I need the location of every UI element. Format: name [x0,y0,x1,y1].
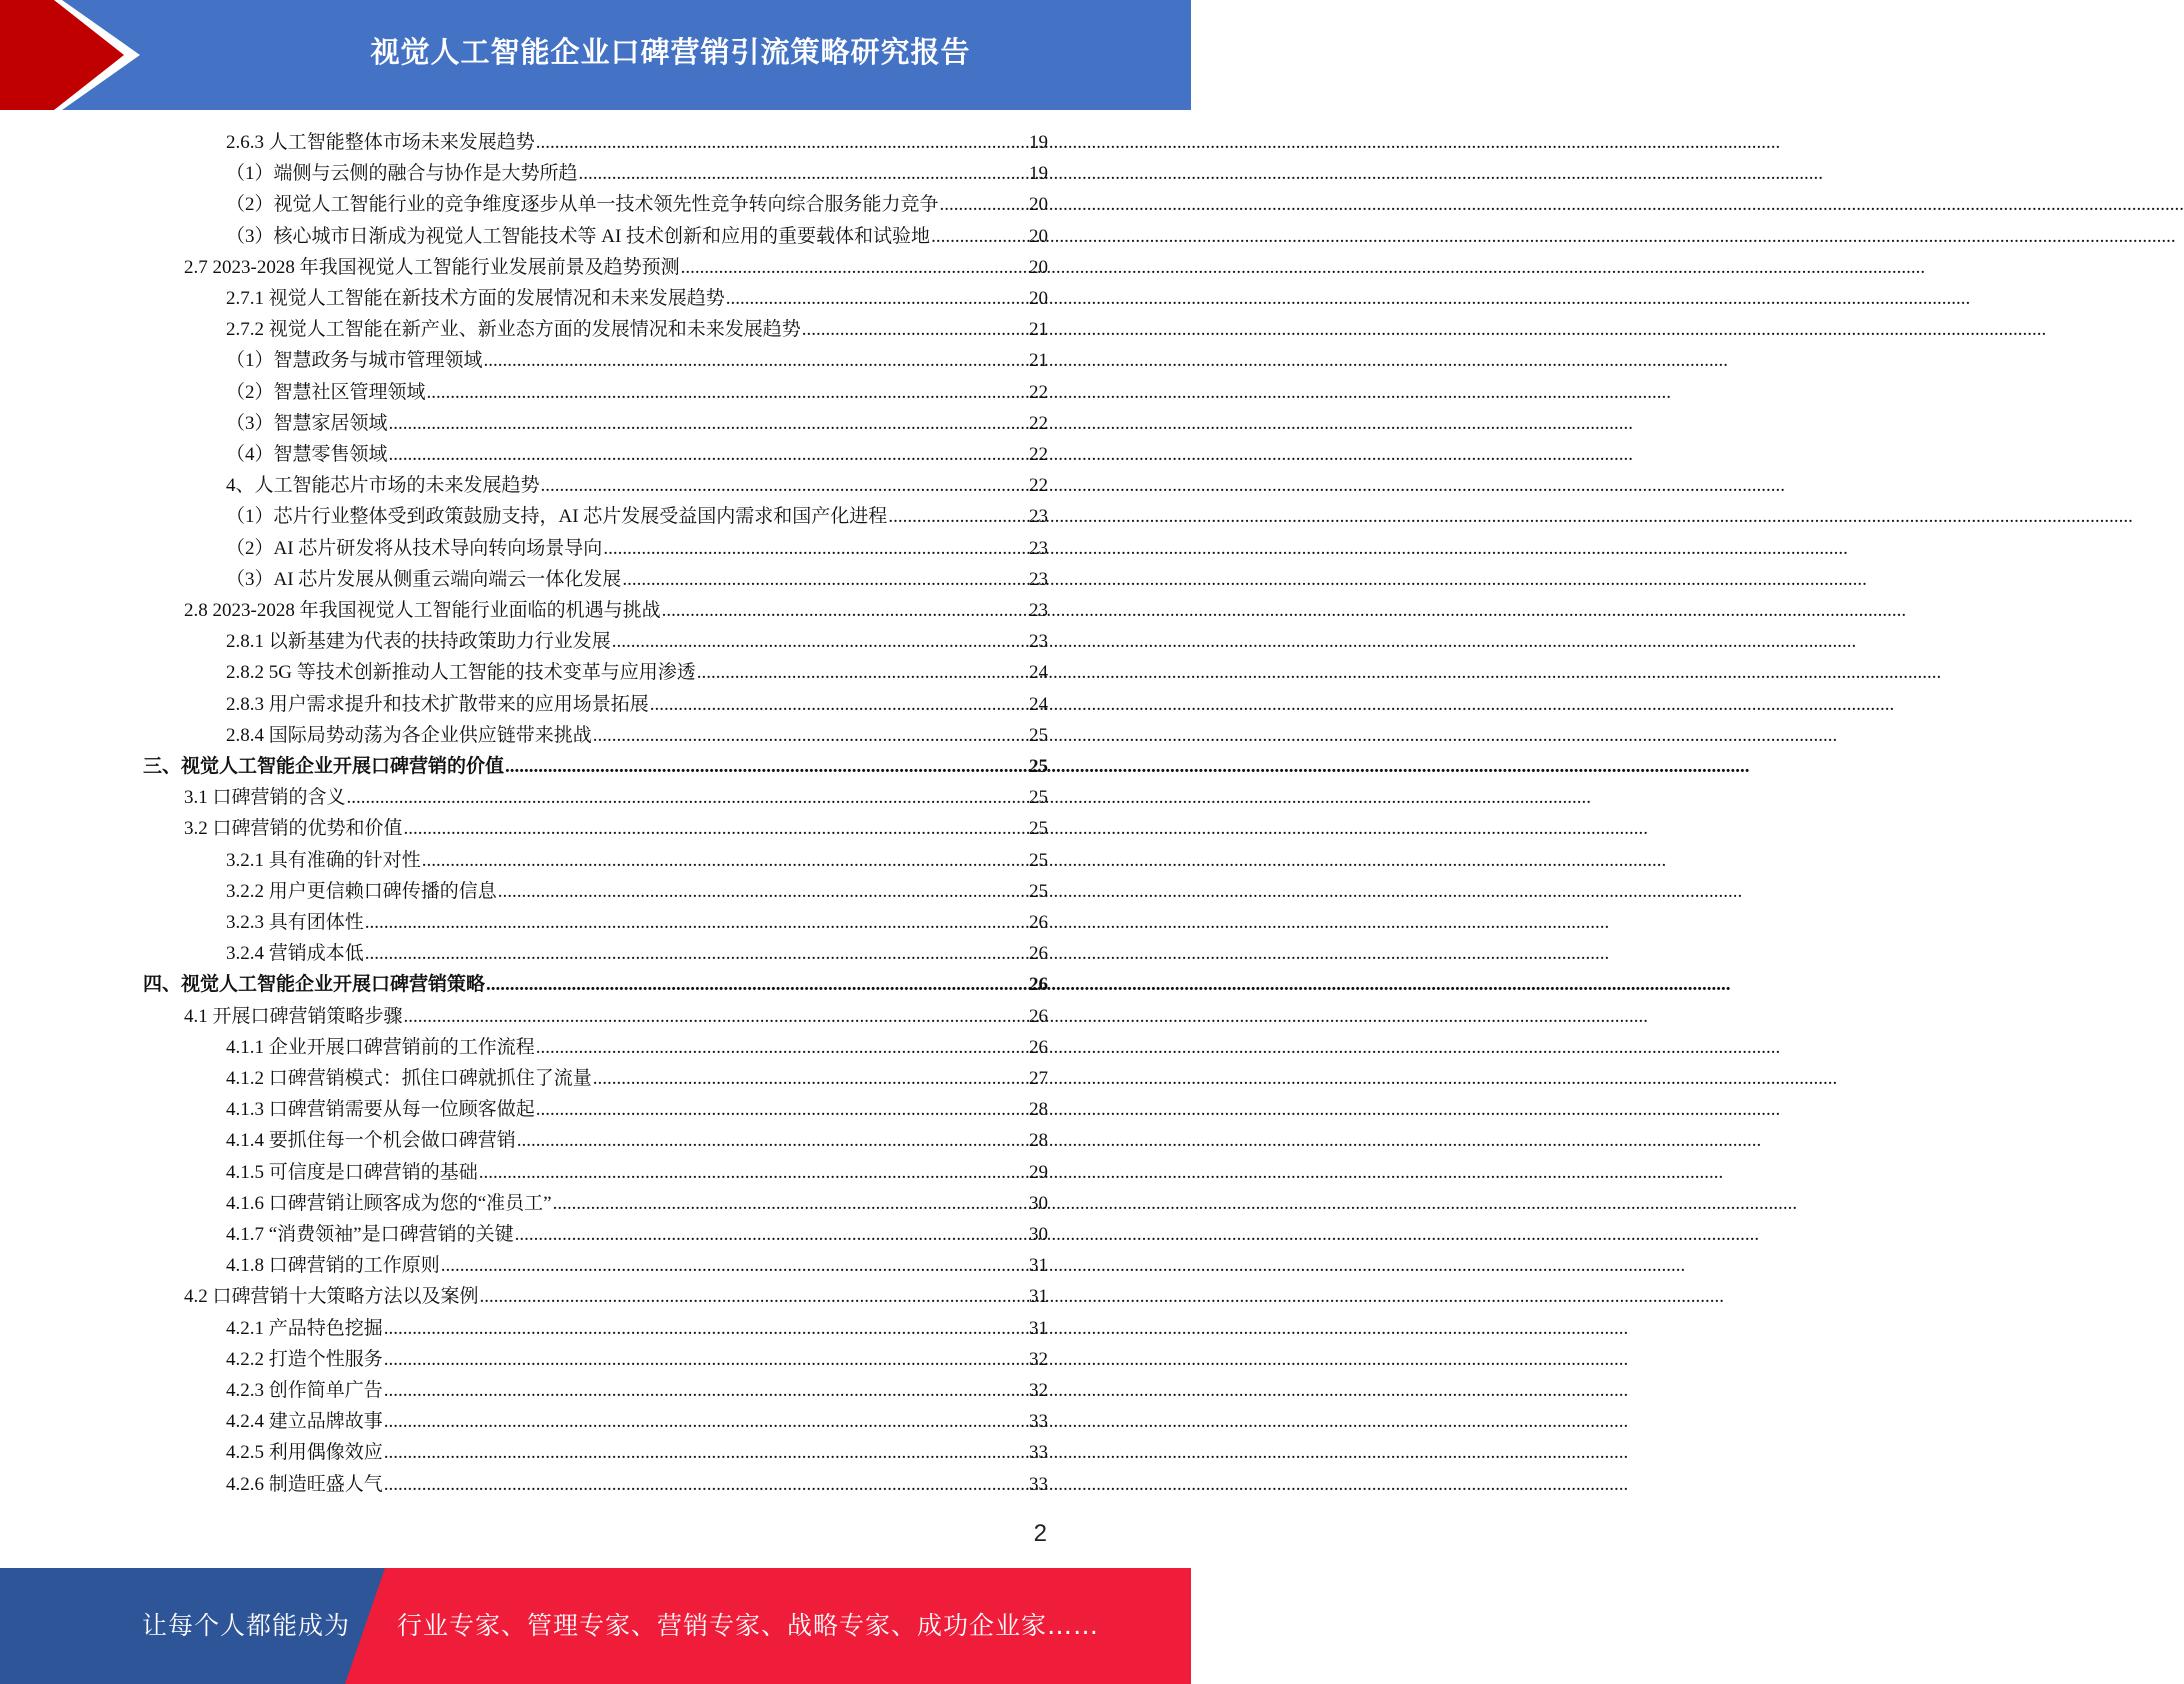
toc-entry-page: 31 [1029,1255,1048,1277]
toc-entry-page: 26 [1029,974,1048,996]
toc-entry-page: 21 [1029,319,1048,341]
toc-entry-title: 4、人工智能芯片市场的未来发展趋势 [226,475,540,497]
toc-entry[interactable] [184,1281,1048,1312]
toc-dot-leader [931,221,1028,252]
toc-entry[interactable] [226,1313,1048,1344]
toc-dot-leader [515,1219,1028,1250]
toc-entry-title: 3.2.3 具有团体性 [226,912,364,933]
toc-dot-leader [536,127,1028,158]
toc-entry-page: 24 [1029,662,1048,684]
toc-entry-title: 4.2.5 利用偶像效应 [226,1442,383,1464]
toc-entry-page: 25 [1029,818,1048,840]
toc-entry-title: （3）智慧家居领域 [226,412,388,434]
toc-entry-title: 3.2.1 具有准确的针对性 [226,849,421,871]
toc-entry[interactable] [226,1344,1048,1375]
toc-dot-leader [484,345,1028,376]
toc-entry-page: 23 [1029,631,1048,653]
toc-entry-page: 33 [1029,1442,1048,1464]
toc-dot-leader [802,314,1028,345]
toc-entry-title: 2.7.2 视觉人工智能在新产业、新业态方面的发展情况和未来发展趋势 [226,319,801,341]
toc-entry-title: 4.1.4 要抓住每一个机会做口碑营销 [226,1130,516,1152]
toc-entry-page: 19 [1029,132,1048,153]
toc-entry[interactable] [226,1406,1048,1437]
toc-dot-leader [541,470,1028,501]
toc-entry-page: 32 [1029,1380,1048,1401]
toc-entry[interactable] [226,1437,1048,1468]
toc-entry-title: 4.2.1 产品特色挖掘 [226,1317,383,1339]
toc-entry[interactable] [226,1063,1048,1094]
toc-entry[interactable] [184,1001,1048,1032]
toc-dot-leader [888,501,1028,532]
toc-entry[interactable] [226,1188,1048,1219]
toc-entry-title: 2.6.3 人工智能整体市场未来发展趋势 [226,132,535,153]
toc-entry[interactable] [226,501,1048,532]
toc-dot-leader [486,969,1028,1000]
toc-entry[interactable] [226,657,1048,688]
toc-entry-page: 25 [1029,849,1048,871]
toc-entry-title: 2.8.4 国际局势动荡为各企业供应链带来挑战 [226,724,592,746]
toc-entry[interactable] [184,782,1048,813]
toc-entry-page: 28 [1029,1130,1048,1152]
toc-entry-title: 4.1.2 口碑营销模式：抓住口碑就抓住了流量 [226,1068,592,1089]
toc-entry-page: 20 [1029,194,1048,216]
toc-entry[interactable] [143,969,1048,1000]
page-number: 2 [1033,1520,1047,1547]
toc-entry-page: 27 [1029,1068,1048,1089]
toc-entry-page: 20 [1029,256,1048,278]
toc-dot-leader [389,439,1028,470]
toc-dot-leader [384,1437,1028,1468]
toc-entry[interactable] [226,845,1048,876]
toc-entry[interactable] [226,876,1048,907]
toc-dot-leader [517,1125,1028,1156]
page-footer [0,1568,1191,1684]
toc-entry[interactable] [226,470,1048,501]
toc-dot-leader [384,1313,1028,1344]
toc-entry-page: 26 [1029,1036,1048,1058]
report-title: 视觉人工智能企业口碑营销引流策略研究报告 [370,34,971,69]
toc-entry-title: （2）AI 芯片研发将从技术导向转向场景导向 [226,537,603,559]
toc-entry-title: 3.2.2 用户更信赖口碑传播的信息 [226,880,497,902]
toc-entry-page: 25 [1029,880,1048,902]
toc-entry-title: （3）AI 芯片发展从侧重云端向端云一体化发展 [226,568,622,590]
toc-entry-title: 3.2.4 营销成本低 [226,943,364,965]
toc-dot-leader [593,720,1028,751]
toc-entry-title: 4.2.3 创作简单广告 [226,1380,383,1401]
toc-entry-page: 23 [1029,600,1048,621]
toc-entry[interactable] [226,626,1048,657]
toc-entry-title: 4.1.5 可信度是口碑营销的基础 [226,1161,478,1183]
toc-entry[interactable] [226,1125,1048,1156]
toc-entry-title: 2.7.1 视觉人工智能在新技术方面的发展情况和未来发展趋势 [226,288,725,309]
toc-entry-page: 20 [1029,288,1048,309]
toc-entry-page: 19 [1029,163,1048,185]
toc-entry-page: 24 [1029,693,1048,715]
toc-entry[interactable] [226,158,1048,189]
toc-dot-leader [662,595,1028,626]
toc-entry-page: 31 [1029,1286,1048,1308]
toc-dot-leader [404,813,1028,844]
toc-entry[interactable] [226,533,1048,564]
toc-entry[interactable] [226,1157,1048,1188]
toc-entry[interactable] [226,720,1048,751]
toc-entry-page: 23 [1029,506,1048,528]
toc-entry-page: 29 [1029,1161,1048,1183]
toc-dot-leader [536,1094,1028,1125]
toc-dot-leader [553,1188,1028,1219]
toc-dot-leader [384,1469,1028,1500]
toc-entry[interactable] [226,314,1048,345]
toc-entry[interactable] [226,938,1048,969]
toc-dot-leader [422,845,1028,876]
toc-entry[interactable] [226,221,1048,252]
toc-entry[interactable] [226,564,1048,595]
page-header [0,0,1191,110]
toc-entry-title: 3.1 口碑营销的含义 [184,787,346,809]
toc-entry-page: 25 [1029,756,1048,777]
toc-dot-leader [480,1281,1028,1312]
toc-dot-leader [384,1406,1028,1437]
toc-entry-page: 22 [1029,475,1048,497]
toc-dot-leader [498,876,1028,907]
toc-entry-title: （1）芯片行业整体受到政策鼓励支持，AI 芯片发展受益国内需求和国产化进程 [226,506,888,528]
toc-entry-page: 30 [1029,1192,1048,1214]
toc-dot-leader [404,1001,1028,1032]
toc-entry-title: 4.2.6 制造旺盛人气 [226,1473,383,1495]
toc-entry-title: 四、视觉人工智能企业开展口碑营销策略 [143,974,486,996]
toc-entry-page: 23 [1029,537,1048,559]
toc-entry[interactable] [226,1250,1048,1281]
toc-entry-title: 4.1.6 口碑营销让顾客成为您的“准员工” [226,1192,552,1214]
toc-dot-leader [612,626,1028,657]
toc-entry-title: 4.1.7 “消费领袖”是口碑营销的关键 [226,1224,514,1245]
toc-entry-page: 31 [1029,1317,1048,1339]
toc-entry-page: 20 [1029,225,1048,247]
toc-dot-leader [479,1157,1028,1188]
toc-dot-leader [389,408,1028,439]
toc-dot-leader [579,158,1028,189]
toc-entry[interactable] [226,283,1048,314]
toc-entry-page: 30 [1029,1224,1048,1245]
footer-slogan-right: 行业专家、管理专家、营销专家、战略专家、成功企业家…… [397,1611,1100,1640]
toc-entry-title: 4.1 开展口碑营销策略步骤 [184,1005,403,1027]
toc-dot-leader [697,657,1028,688]
toc-entry-title: 4.1.1 企业开展口碑营销前的工作流程 [226,1036,535,1058]
toc-entry-title: （4）智慧零售领域 [226,444,388,465]
toc-entry[interactable] [226,127,1048,158]
toc-entry[interactable] [226,1219,1048,1250]
toc-entry-title: （2）视觉人工智能行业的竞争维度逐步从单一技术领先性竞争转向综合服务能力竞争 [226,194,939,216]
toc-entry-title: 2.7 2023-2028 年我国视觉人工智能行业发展前景及趋势预测 [184,256,680,278]
toc-dot-leader [940,189,1028,220]
toc-dot-leader [384,1344,1028,1375]
toc-dot-leader [622,564,1028,595]
toc-entry[interactable] [226,1032,1048,1063]
toc-entry-title: 4.2 口碑营销十大策略方法以及案例 [184,1286,479,1308]
toc-entry-page: 22 [1029,444,1048,465]
toc-entry-page: 32 [1029,1348,1048,1370]
toc-entry-page: 26 [1029,912,1048,933]
toc-entry-title: 2.8 2023-2028 年我国视觉人工智能行业面临的机遇与挑战 [184,600,661,621]
toc-entry-title: 2.8.2 5G 等技术创新推动人工智能的技术变革与应用渗透 [226,662,696,684]
toc-entry[interactable] [184,813,1048,844]
toc-entry[interactable] [226,1469,1048,1500]
toc-entry[interactable] [226,907,1048,938]
toc-entry[interactable] [184,595,1048,626]
toc-entry-title: 三、视觉人工智能企业开展口碑营销的价值 [143,756,505,777]
toc-entry-page: 33 [1029,1411,1048,1433]
toc-entry-title: 4.1.3 口碑营销需要从每一位顾客做起 [226,1099,535,1121]
toc-dot-leader [384,1375,1028,1406]
toc-entry-title: （3）核心城市日渐成为视觉人工智能技术等 AI 技术创新和应用的重要载体和试验地 [226,225,931,247]
toc-dot-leader [365,938,1028,969]
toc-entry[interactable] [226,689,1048,720]
toc-entry[interactable] [226,189,1048,220]
toc-entry[interactable] [226,377,1048,408]
toc-dot-leader [681,252,1028,283]
toc-entry-page: 25 [1029,724,1048,746]
toc-entry-title: 3.2 口碑营销的优势和价值 [184,818,403,840]
footer-slogan-left: 让每个人都能成为 [142,1611,351,1640]
toc-entry[interactable] [226,345,1048,376]
toc-dot-leader [650,689,1028,720]
toc-entry[interactable] [143,751,1048,782]
toc-entry[interactable] [226,439,1048,470]
toc-entry[interactable] [226,408,1048,439]
toc-entry[interactable] [226,1094,1048,1125]
toc-dot-leader [726,283,1028,314]
toc-entry-title: （1）端侧与云侧的融合与协作是大势所趋 [226,163,578,185]
toc-entry-page: 21 [1029,350,1048,372]
toc-dot-leader [593,1063,1028,1094]
toc-dot-leader [603,533,1028,564]
toc-entry-page: 28 [1029,1099,1048,1121]
toc-entry-title: 4.2.2 打造个性服务 [226,1348,383,1370]
toc-entry-page: 33 [1029,1473,1048,1495]
toc-dot-leader [536,1032,1028,1063]
toc-entry-title: 4.1.8 口碑营销的工作原则 [226,1255,440,1277]
toc-entry-page: 22 [1029,381,1048,403]
toc-entry-page: 25 [1029,787,1048,809]
toc-entry-title: （2）智慧社区管理领域 [226,381,426,403]
toc-entry[interactable] [226,1375,1048,1406]
toc-entry-title: 2.8.3 用户需求提升和技术扩散带来的应用场景拓展 [226,693,649,715]
toc-dot-leader [365,907,1028,938]
toc-entry-title: 4.2.4 建立品牌故事 [226,1411,383,1433]
toc-entry-page: 22 [1029,412,1048,434]
toc-entry-page: 26 [1029,943,1048,965]
toc-entry-page: 23 [1029,568,1048,590]
toc-entry-page: 26 [1029,1005,1048,1027]
toc-dot-leader [427,377,1028,408]
toc-entry-title: （1）智慧政务与城市管理领域 [226,350,483,372]
toc-entry-title: 2.8.1 以新基建为代表的扶持政策助力行业发展 [226,631,611,653]
toc-dot-leader [505,751,1028,782]
toc-dot-leader [441,1250,1028,1281]
toc-entry[interactable] [184,252,1048,283]
toc-dot-leader [347,782,1028,813]
